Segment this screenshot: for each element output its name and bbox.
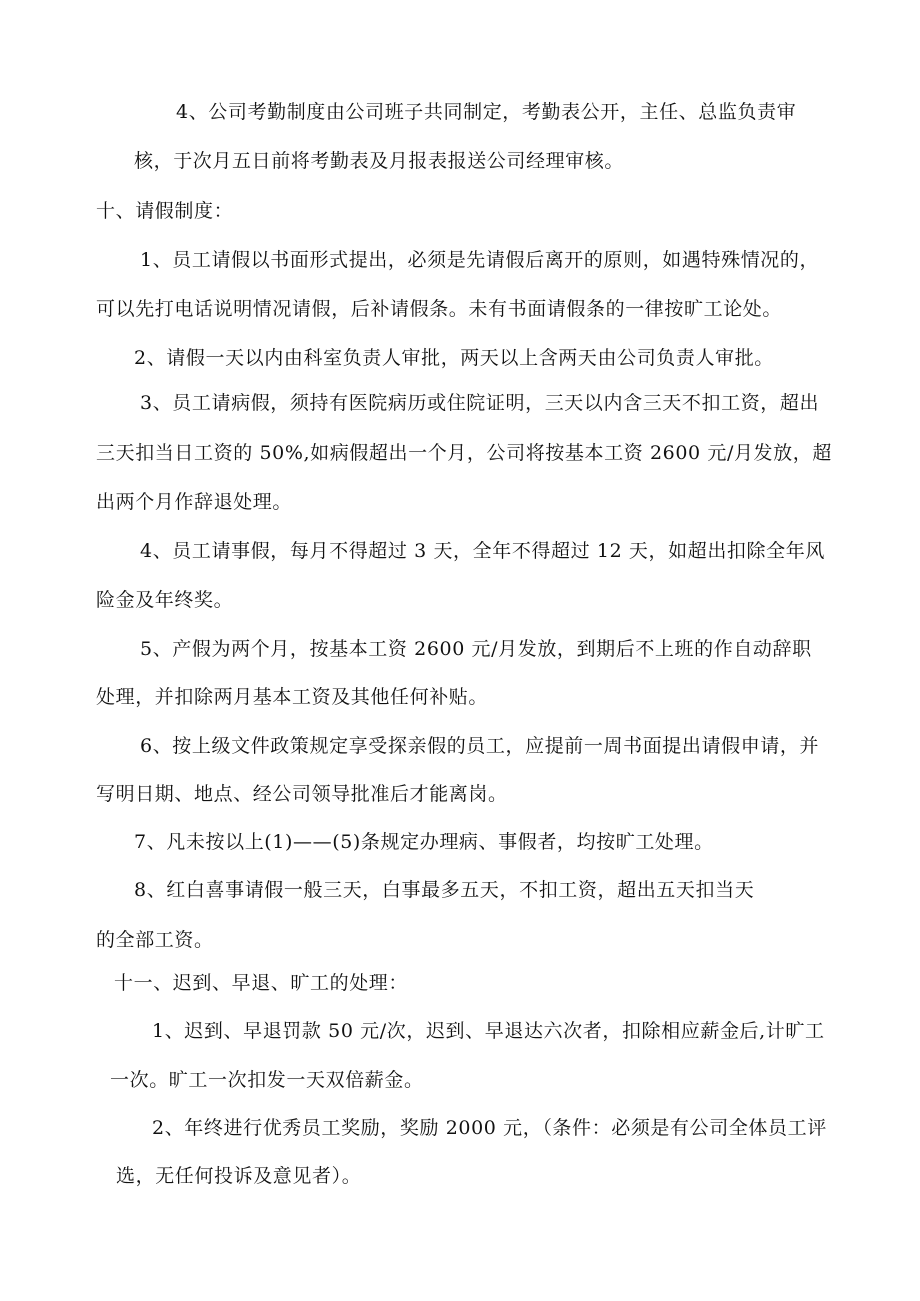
s10-item6-line2: 写明日期、地点、经公司领导批准后才能离岗。 <box>96 783 508 805</box>
s10-item3-line1: 3、员工请病假，须持有医院病历或住院证明，三天以内含三天不扣工资，超出 <box>140 392 820 414</box>
s11-item2-line1: 2、年终进行优秀员工奖励，奖励 2000 元，（条件：必须是有公司全体员工评 <box>152 1117 827 1139</box>
s10-item3-line2: 三天扣当日工资的 50%,如病假超出一个月，公司将按基本工资 2600 元/月发放，超 <box>96 442 832 464</box>
item4-line1: 4、公司考勤制度由公司班子共同制定，考勤表公开，主任、总监负责审 <box>176 101 797 123</box>
s10-item8-line2: 的全部工资。 <box>96 929 214 951</box>
s10-item3-line3: 出两个月作辞退处理。 <box>96 491 293 513</box>
s10-item5-line1: 5、产假为两个月，按基本工资 2600 元/月发放，到期后不上班的作自动辞职 <box>140 638 812 660</box>
s10-item5-line2: 处理，并扣除两月基本工资及其他任何补贴。 <box>96 686 489 708</box>
item4-line2: 核，于次月五日前将考勤表及月报表报送公司经理审核。 <box>134 150 625 172</box>
s10-item8-line1: 8、红白喜事请假一般三天，白事最多五天，不扣工资，超出五天扣当天 <box>134 879 755 901</box>
section11-heading: 十一、迟到、早退、旷工的处理： <box>114 972 409 994</box>
section10-heading: 十、请假制度： <box>96 200 234 222</box>
s10-item2: 2、请假一天以内由科室负责人审批，两天以上含两天由公司负责人审批。 <box>134 347 774 369</box>
s11-item2-line2: 选，无任何投诉及意见者）。 <box>116 1165 362 1187</box>
s11-item1-line1: 1、迟到、早退罚款 50 元/次，迟到、早退达六次者，扣除相应薪金后,计旷工 <box>152 1020 825 1042</box>
s10-item7: 7、凡未按以上(1)——(5)条规定办理病、事假者，均按旷工处理。 <box>134 831 714 853</box>
s10-item4-line2: 险金及年终奖。 <box>96 589 234 611</box>
s10-item1-line1: 1、员工请假以书面形式提出，必须是先请假后离开的原则，如遇特殊情况的， <box>140 249 820 271</box>
s10-item6-line1: 6、按上级文件政策规定享受探亲假的员工，应提前一周书面提出请假申请，并 <box>140 735 820 757</box>
s10-item4-line1: 4、员工请事假，每月不得超过 3 天，全年不得超过 12 天，如超出扣除全年风 <box>140 540 825 562</box>
s10-item1-line2: 可以先打电话说明情况请假，后补请假条。未有书面请假条的一律按旷工论处。 <box>96 298 783 320</box>
s11-item1-line2: 一次。旷工一次扣发一天双倍薪金。 <box>110 1069 424 1091</box>
